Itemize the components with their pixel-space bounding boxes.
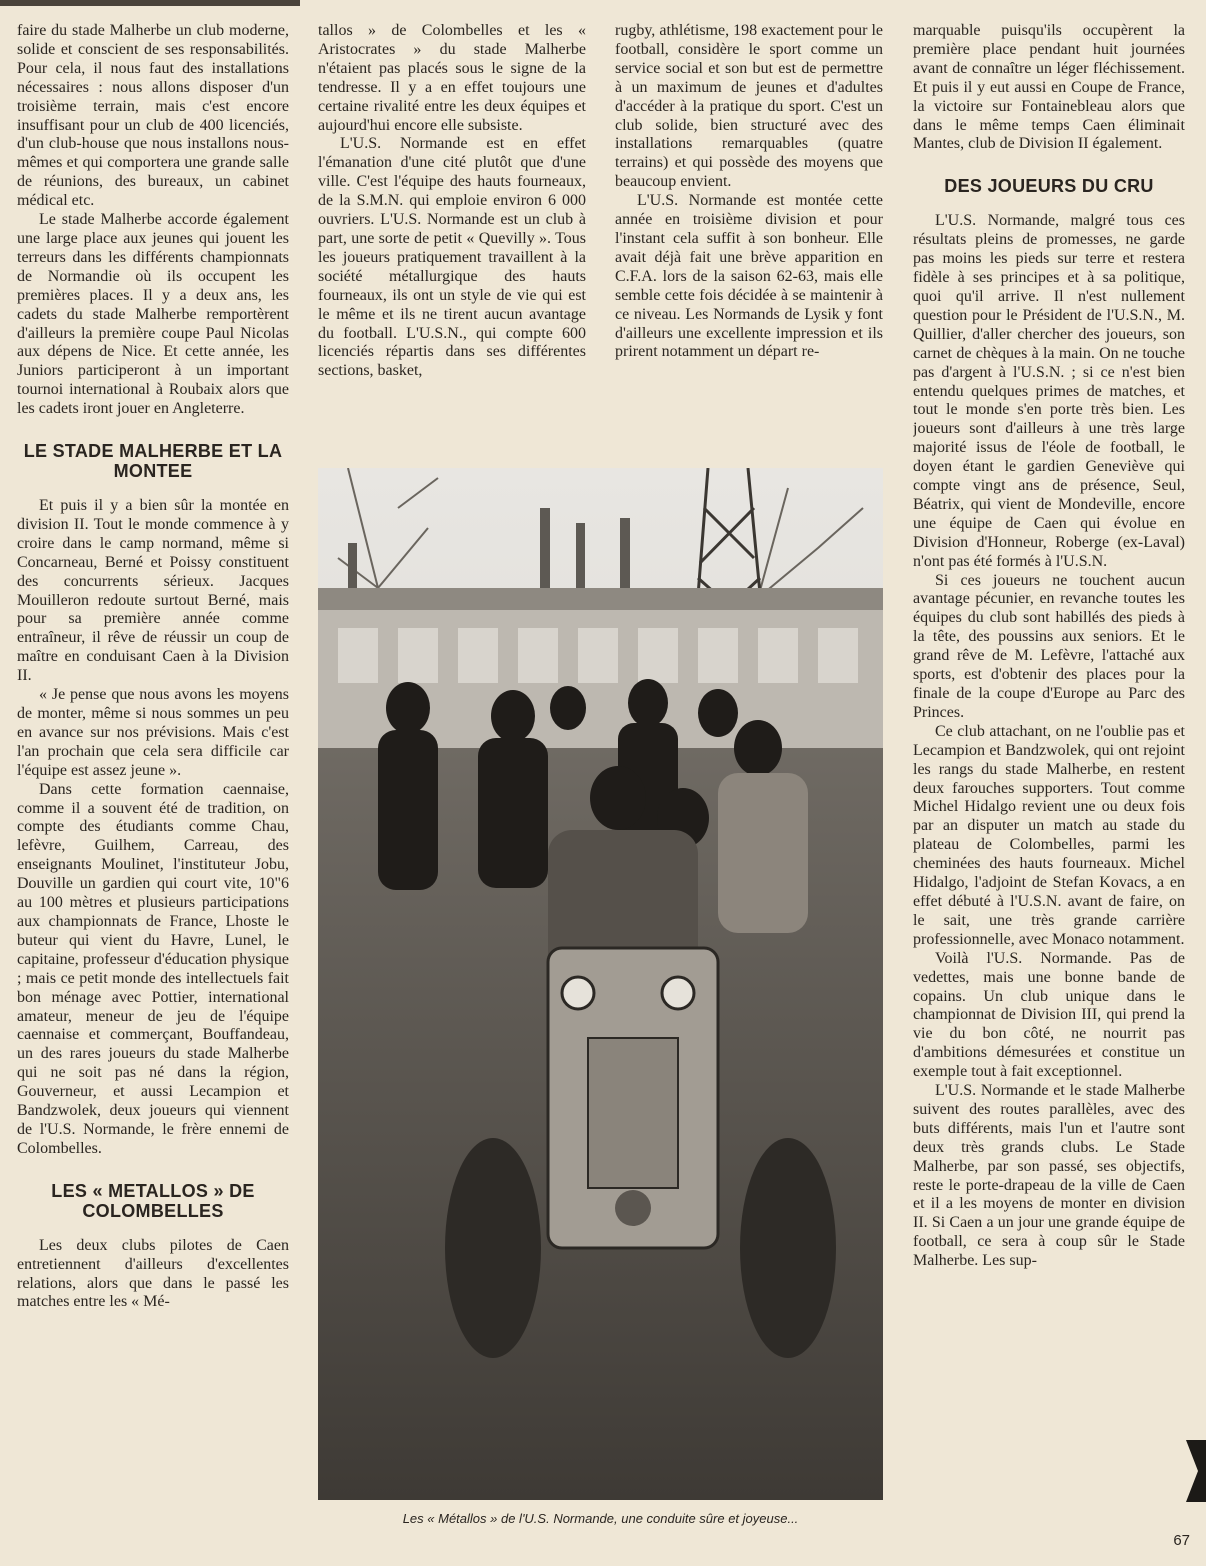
paragraph: Et puis il y a bien sûr la montée en division II. Tout le monde commence à y croire dans le camp normand, même si Concarneau, Berné et Poissy constituent des concurrents sérieux. Jacques Mouilleron redoute surtout Berné, mais pour sa première année comme entraîneur, il rêve de réussir un coup de maître en conduisant Caen à la Division II.: [17, 497, 289, 685]
paragraph: Dans cette formation caennaise, comme il a souvent été de tradition, on compte des étudiants comme Chau, lefèvre, Guilhem, Carreau, des enseignants Moulinet, l'instituteur Jobu, Douville un gardien qui court vite, 10"6 au 100 mètres et plusieurs participations aux championnats de France, Lhoste le buteur qui vient du Havre, Lunel, le capitaine, professeur d'éducation physique ; mais ce petit monde des intellectuels fait bon ménage avec Pottier, international amateur, meneur de jeu de l'équipe caennaise et commerçant, Bouffandeau, un des rares joueurs du stade Malherbe qui ne soit pas né dans la région, Gouverneur, et aussi Lecampion et Bandzwolek, deux joueurs qui viennent de l'U.S. Normande, le frère ennemi de Colombelles.: [17, 780, 289, 1157]
paragraph: Voilà l'U.S. Normande. Pas de vedettes, mais une bonne bande de copains. Un club unique dans le championnat de Division III, qui prend la vie du bon côté, ne nourrit pas d'ambitions démesurées et constitue un exemple tout à fait exceptionnel.: [913, 949, 1185, 1081]
article-column-2: [318, 22, 586, 470]
section-heading: LE STADE MALHERBE ET LA MONTEE: [23, 441, 283, 482]
paragraph: L'U.S. Normande et le stade Malherbe suivent des routes parallèles, avec des buts différents, mais l'un et l'autre sont deux très grands clubs. Le Stade Malherbe, par son passé, ses objectifs, reste le porte-drapeau de la ville de Caen et il a les moyens de monter en division II. Si Caen a un jour une grande équipe de football, ce sera à coup sûr le Stade Malherbe. Les sup-: [913, 1082, 1185, 1270]
paragraph: « Je pense que nous avons les moyens de monter, même si nous sommes un peu en avance sur nos prévisions. Mais c'est l'an prochain que cela sera difficile car l'équipe est assez jeune ».: [17, 686, 289, 779]
paragraph: marquable puisqu'ils occupèrent la première place pendant huit journées avant de connaître un léger fléchissement. Et puis il y eut aussi en Coupe de France, la victoire sur Fontainebleau alors que dans le même temps Caen éliminait Mantes, club de Division II également.: [913, 22, 1185, 153]
team-photo: [318, 468, 883, 1500]
paragraph: Si ces joueurs ne touchent aucun avantage pécunier, en revanche toutes les équipes du club sont habillés des pieds à la tête, des poussins aux seniors. Et le grand rêve de M. Lefèvre, l'attaché aux sports, est d'obtenir des places pour la finale de la coupe d'Europe au Parc des Princes.: [913, 571, 1185, 721]
paragraph: L'U.S. Normande est montée cette année en troisième division et pour l'instant cela suffit à son bonheur. Elle avait déjà fait une brève apparition en C.F.A. lors de la saison 62-63, mais elle semble cette fois décidée à se maintenir à ce niveau. Les Normands de Lysik y font d'ailleurs une excellente impression et ils prirent notamment un départ re-: [615, 192, 883, 361]
section-tab-marker: [1186, 1440, 1206, 1502]
page-number: 67: [1173, 1532, 1190, 1549]
paragraph: L'U.S. Normande est en effet l'émanation d'une cité plutôt que d'une ville. C'est l'équipe des hauts fourneaux, de la S.M.N. qui emploie environ 6 000 ouvriers. L'U.S. Normande est un club à part, une sorte de petit « Quevilly ». Tous les joueurs pratiquement travaillent à la société métallurgique des hauts fourneaux, ils ont un style de vie qui est le même et ils ne tirent aucun avantage du football. L'U.S.N., qui compte 600 licenciés répartis dans ses différentes sections, basket,: [318, 135, 586, 380]
paragraph: Le stade Malherbe accorde également une large place aux jeunes qui jouent les terreurs dans les différents championnats de Normandie où ils occupent les premières places. Il y a deux ans, les cadets du stade Malherbe remportèrent d'ailleurs la première coupe Paul Nicolas aux dépens de Nice. Et cette année, les Juniors participeront à un important tournoi international à Roubaix alors que les cadets iront jouer en Angleterre.: [17, 211, 289, 418]
article-column-3: [615, 22, 883, 470]
paragraph: tallos » de Colombelles et les « Aristocrates » du stade Malherbe n'étaient pas placés sous le signe de la tendresse. Il y a en effet toujours une certaine rivalité entre les deux équipes et aujourd'hui encore elle subsiste.: [318, 22, 586, 134]
header-band: [0, 0, 300, 6]
article-column-1: [17, 22, 289, 1542]
paragraph: Les deux clubs pilotes de Caen entretiennent d'ailleurs d'excellentes relations, alors que dans le passé les matches entre les « Mé-: [17, 1236, 289, 1311]
section-heading: DES JOUEURS DU CRU: [944, 176, 1154, 197]
paragraph: faire du stade Malherbe un club moderne, solide et conscient de ses responsabilités. Pour cela, il nous faut des installations nécessaires : nous allons disposer d'un troisième terrain, mais c'est encore insuffisant pour un club de 400 licenciés, d'un club-house que nous installons nous-mêmes et qui comportera une grande salle de réunions, des bureaux, un cabinet médical etc.: [17, 22, 289, 210]
section-heading: LES « METALLOS » DE COLOMBELLES: [51, 1180, 255, 1221]
team-photo-block: [318, 468, 883, 1530]
article-column-4: [913, 22, 1185, 1542]
photo-caption: Les « Métallos » de l'U.S. Normande, une conduite sûre et joyeuse...: [402, 1511, 799, 1526]
paragraph: rugby, athlétisme, 198 exactement pour le football, considère le sport comme un service social et son but est de permettre à un maximum de jeunes et d'adultes d'accéder à la pratique du sport. C'est un club solide, bien structuré avec des installations remarquables (quatre terrains) et qui possède des moyens que beaucoup envient.: [615, 22, 883, 191]
paragraph: Ce club attachant, on ne l'oublie pas et Lecampion et Bandzwolek, qui ont rejoint les rangs du stade Malherbe, en restent deux farouches supporters. Tout comme Michel Hidalgo revient une ou deux fois par an disputer un match au stade du plateau de Colombelles, parmi les cheminées des hauts fourneaux. Michel Hidalgo, l'adjoint de Stefan Kovacs, a en effet débuté à l'U.S.N. avant de faire, on le sait, une très grande carrière professionnelle, avec Monaco notamment.: [913, 722, 1185, 948]
paragraph: L'U.S. Normande, malgré tous ces résultats pleins de promesses, ne garde pas moins les pieds sur terre et restera fidèle à ses principes et à sa politique, quoi qu'il arrive. Il n'est nullement question pour le Président de l'U.S.N., M. Quillier, d'aller chercher des joueurs, son carnet de chèques à la main. On ne touche pas d'argent à l'U.S.N. ; si ce n'est bien entendu quelques primes de matches, et tout le monde s'en porte très bien. Les joueurs sont d'ailleurs à une très large majorité issus de l'éole de football, le doyen étant le gardien Geneviève qui compte vingt ans de présence, Seul, Béatrix, qui vient de Mondeville, encore une équipe de Caen qui évolue en Division d'Honneur, Roberge (ex-Laval) n'ont pas été formés à l'U.S.N.: [913, 212, 1185, 570]
